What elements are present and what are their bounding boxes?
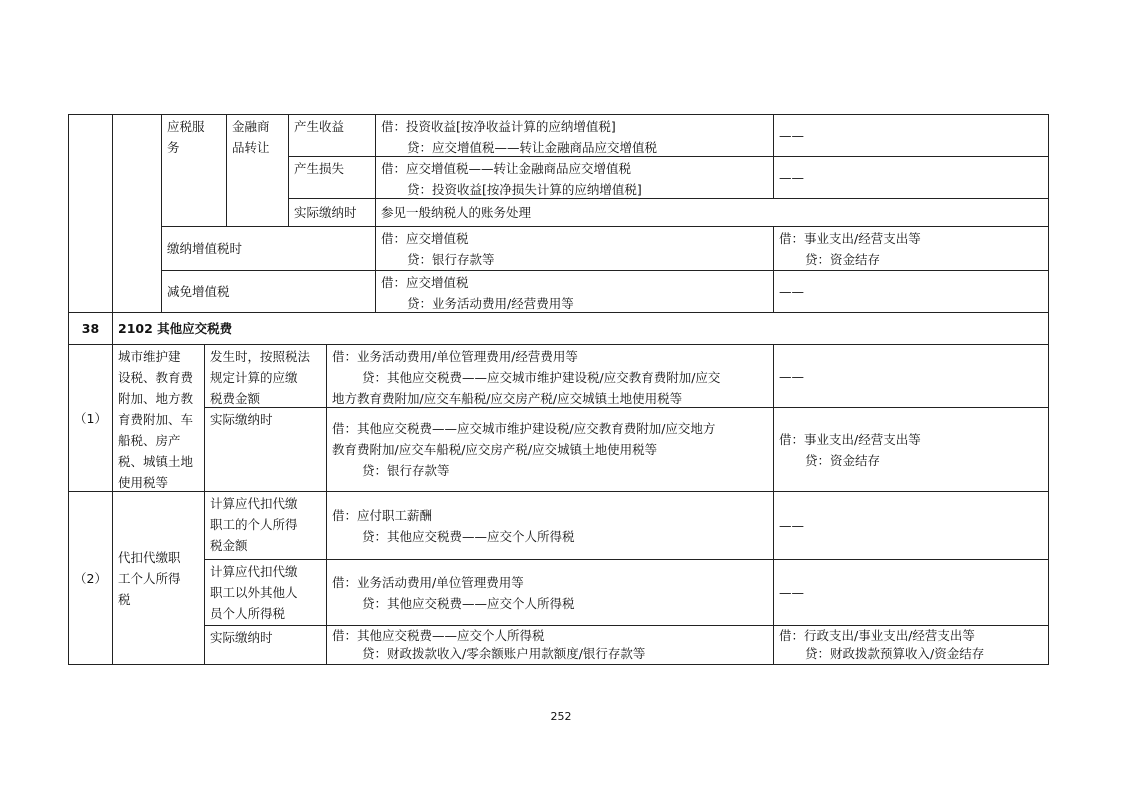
item-label-line: 城市维护建	[118, 349, 181, 364]
item-index-cell-2	[68, 491, 113, 665]
event-line: 发生时，按照税法	[210, 349, 311, 364]
credit-line: 贷：其他应交税费——应交个人所得税	[362, 528, 575, 544]
entry-cell-gain	[375, 114, 774, 157]
dash-placeholder: ——	[779, 128, 804, 143]
item-label-line: 船税、房产	[118, 433, 181, 448]
entry-cell-loss	[375, 156, 774, 199]
budget-cell-accrual	[773, 344, 1049, 408]
event-label: 产生收益	[294, 119, 345, 134]
budget-cell-gain	[773, 114, 1049, 157]
entry-cell-actual-payment	[375, 198, 1049, 227]
credit-line: 贷：业务活动费用/经营费用等	[407, 296, 574, 311]
credit-line: 贷：银行存款等	[407, 252, 495, 267]
subindex-cell-upper	[112, 114, 162, 313]
index-cell-upper	[68, 114, 113, 313]
credit-line: 贷：其他应交税费——应交城市维护建设税/应交教育费附加/应交	[362, 370, 721, 385]
debit-line: 借：业务活动费用/单位管理费用等	[332, 574, 524, 590]
debit-line-cont: 教育费附加/应交车船税/应交房产税/应交城镇土地使用税等	[332, 442, 658, 457]
row-label: 缴纳增值税时	[167, 241, 243, 256]
item-label-cell-2	[112, 491, 205, 665]
debit-line: 借：应交增值税	[381, 275, 469, 290]
budget-debit-line: 借：行政支出/事业支出/经营支出等	[779, 628, 975, 643]
event-cell-actual-payment	[288, 198, 376, 227]
entry-cell-pay-vat	[375, 226, 774, 271]
dash-placeholder: ——	[779, 368, 804, 384]
event-line: 规定计算的应缴	[210, 370, 298, 385]
label-cell-reduce-vat	[161, 270, 376, 313]
budget-cell-withhold-others	[773, 559, 1049, 626]
debit-line: 借：应交增值税	[381, 231, 469, 246]
budget-credit-line: 贷：资金结存	[805, 452, 881, 468]
event-line: 员个人所得税	[210, 606, 286, 621]
item-label-line: 育费附加、车	[118, 412, 194, 427]
section-title: 2102 其他应交税费	[118, 321, 233, 336]
section-title-cell	[112, 312, 1049, 345]
dash-placeholder: ——	[779, 585, 804, 600]
debit-line: 借：其他应交税费——应交城市维护建设税/应交教育费附加/应交地方	[332, 421, 716, 436]
entry-cell-accrual	[326, 344, 774, 408]
entry-cell-payment-2	[326, 625, 774, 665]
event-cell-gain	[288, 114, 376, 157]
event-line: 税金额	[210, 538, 248, 553]
event-cell-withhold-employee	[204, 491, 327, 560]
budget-cell-payment-2	[773, 625, 1049, 665]
section-number: 38	[81, 321, 100, 336]
event-line: 职工以外其他人	[210, 585, 298, 600]
event-cell-accrual	[204, 344, 327, 408]
section-number-cell	[68, 312, 113, 345]
item-index-cell-1	[68, 344, 113, 492]
entry-cell-reduce-vat	[375, 270, 774, 313]
item-index: （1）	[74, 410, 107, 426]
subcategory-label: 金融商品转让	[232, 119, 270, 155]
event-line: 实际缴纳时	[210, 630, 273, 645]
dash-placeholder: ——	[779, 284, 804, 299]
budget-cell-payment-1	[773, 407, 1049, 492]
budget-debit-line: 借：事业支出/经营支出等	[779, 431, 921, 447]
event-line: 税费金额	[210, 391, 261, 406]
item-label-line: 使用税等	[118, 475, 169, 490]
dash-placeholder: ——	[779, 170, 804, 185]
event-line: 计算应代扣代缴	[210, 496, 298, 511]
label-cell-pay-vat	[161, 226, 376, 271]
entry-cell-withhold-others	[326, 559, 774, 626]
budget-cell-reduce-vat	[773, 270, 1049, 313]
debit-line: 借：应交增值税——转让金融商品应交增值税	[381, 161, 632, 176]
debit-line: 借：业务活动费用/单位管理费用/经营费用等	[332, 349, 578, 364]
budget-cell-loss	[773, 156, 1049, 199]
budget-credit-line: 贷：财政拨款预算收入/资金结存	[805, 646, 985, 661]
event-line: 实际缴纳时	[210, 412, 273, 427]
budget-cell-withhold-employee	[773, 491, 1049, 560]
debit-line: 借：投资收益[按净收益计算的应纳增值税]	[381, 119, 616, 134]
category-cell-taxable-service	[161, 114, 227, 227]
item-index: （2）	[74, 570, 107, 586]
event-label: 实际缴纳时	[294, 205, 357, 220]
reference-note: 参见一般纳税人的账务处理	[381, 205, 532, 220]
item-label-line: 税	[118, 591, 131, 607]
budget-cell-pay-vat	[773, 226, 1049, 271]
event-cell-withhold-others	[204, 559, 327, 626]
dash-placeholder: ——	[779, 518, 804, 533]
entry-cell-withhold-employee	[326, 491, 774, 560]
page-number: 252	[550, 710, 572, 723]
debit-line: 借：其他应交税费——应交个人所得税	[332, 628, 545, 643]
event-line: 职工的个人所得	[210, 517, 298, 532]
row-label: 减免增值税	[167, 284, 230, 299]
event-cell-loss	[288, 156, 376, 199]
credit-line: 贷：投资收益[按净损失计算的应纳增值税]	[407, 182, 642, 197]
debit-line: 借：应付职工薪酬	[332, 507, 433, 523]
credit-line: 贷：其他应交税费——应交个人所得税	[362, 595, 575, 611]
item-label-line: 代扣代缴职	[118, 549, 181, 565]
item-label-line: 税、城镇土地	[118, 454, 194, 469]
item-label-line: 附加、地方教	[118, 391, 194, 406]
credit-line: 贷：应交增值税——转让金融商品应交增值税	[407, 140, 658, 155]
credit-line: 贷：银行存款等	[362, 463, 450, 478]
credit-line-cont: 地方教育费附加/应交车船税/应交房产税/应交城镇土地使用税等	[332, 391, 683, 406]
entry-cell-payment-1	[326, 407, 774, 492]
item-label-cell-1	[112, 344, 205, 492]
category-label: 应税服务	[167, 119, 205, 155]
event-cell-payment-2	[204, 625, 327, 665]
item-label-line: 设税、教育费	[118, 370, 194, 385]
event-line: 计算应代扣代缴	[210, 564, 298, 579]
item-label-line: 工个人所得	[118, 570, 181, 586]
budget-debit-line: 借：事业支出/经营支出等	[779, 231, 921, 246]
credit-line: 贷：财政拨款收入/零余额账户用款额度/银行存款等	[362, 646, 646, 661]
event-cell-payment-1	[204, 407, 327, 492]
subcategory-cell-financial-transfer	[226, 114, 289, 227]
event-label: 产生损失	[294, 161, 345, 176]
budget-credit-line: 贷：资金结存	[805, 252, 881, 267]
